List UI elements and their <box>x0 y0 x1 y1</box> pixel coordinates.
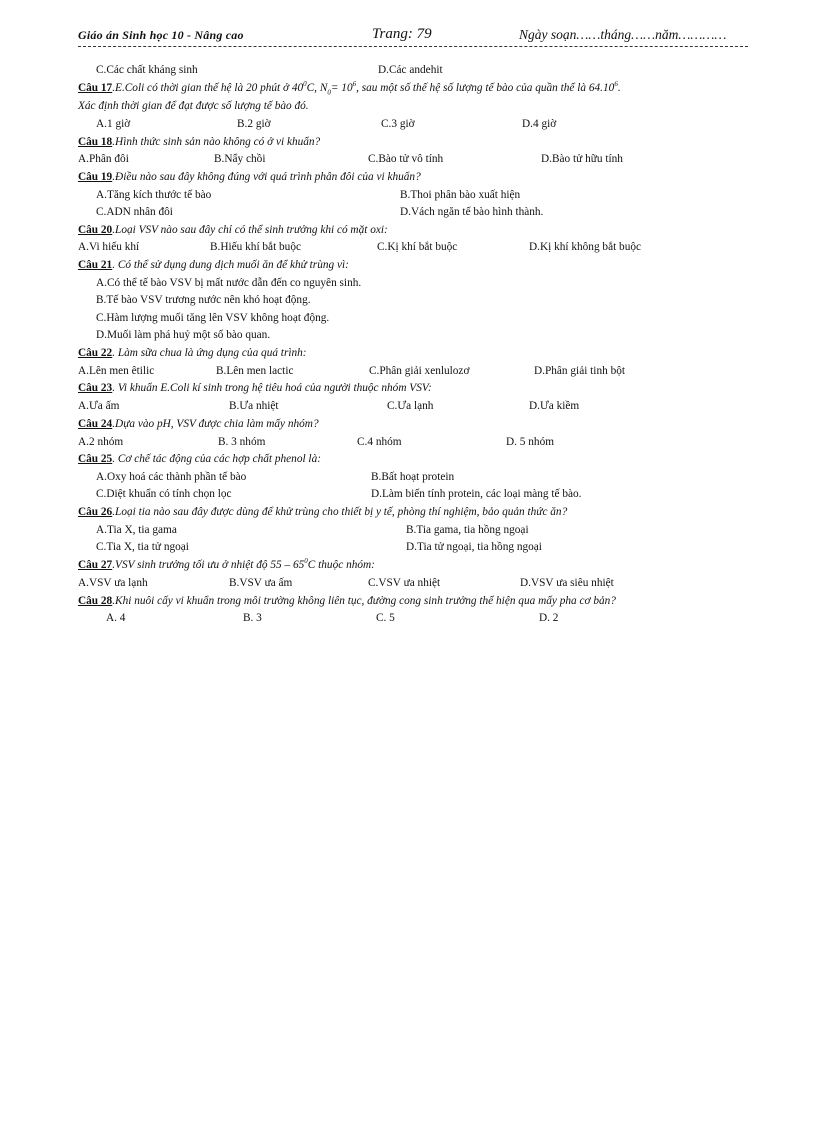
q21-label: Câu 21 <box>78 259 113 271</box>
q17-text-a: .E.Coli có thời gian thế hệ là 20 phút ở 40 <box>112 82 304 94</box>
q18-option-b: B.Nẩy chồi <box>214 153 266 165</box>
q19-question <box>78 170 421 184</box>
q17-text-c: = 10 <box>330 82 353 94</box>
header-page-number: Trang: 79 <box>372 26 432 42</box>
q18-question <box>78 135 320 149</box>
q27-option-a: A.VSV ưa lạnh <box>78 577 148 589</box>
q24-option-d: D. 5 nhóm <box>506 436 555 448</box>
header-date: Ngày soạn……tháng……năm………… <box>519 27 727 42</box>
q17-option-c: C.3 giờ <box>381 118 415 130</box>
q17-option-a: A.1 giờ <box>96 118 131 130</box>
q28-question <box>78 594 616 608</box>
q28-text: .Khi nuôi cấy vi khuẩn trong môi trường không liên tục, đường cong sinh trưởng thể hiện qua mấy pha cơ bản? <box>112 595 616 607</box>
q17-option-b: B.2 giờ <box>237 118 271 130</box>
header-divider <box>78 46 748 47</box>
q17-text-d: , sau một số thế hệ số lượng tế bào của quần thể là 64.10 <box>356 82 615 94</box>
q27-sup: 0 <box>304 557 308 566</box>
q24-text: .Dựa vào pH, VSV được chia làm mấy nhóm? <box>112 418 319 430</box>
q23-text: . Vi khuẩn E.Coli kí sinh trong hệ tiêu hoá của người thuộc nhóm VSV: <box>112 382 432 394</box>
q26-option-c: C.Tia X, tia tử ngoại <box>96 541 189 553</box>
q24-label: Câu 24 <box>78 418 113 430</box>
q21-option-a: A.Có thể tế bào VSV bị mất nước dẫn đến co nguyên sinh. <box>96 277 362 289</box>
q23-option-c: C.Ưa lạnh <box>387 400 434 412</box>
q27-option-d: D.VSV ưa siêu nhiệt <box>520 577 614 589</box>
q19-option-c: C.ADN nhân đôi <box>96 206 173 218</box>
q26-text: .Loại tia nào sau đây được dùng để khử trùng cho thiết bị y tế, phòng thí nghiệm, bảo quản thức ăn? <box>112 506 568 518</box>
q18-option-c: C.Bào tử vô tính <box>368 153 444 165</box>
q18-text: .Hình thức sinh sản nào không có ở vi khuẩn? <box>112 136 321 148</box>
q17-question <box>78 81 621 95</box>
q17-sub: 0 <box>327 88 331 97</box>
q19-option-a: A.Tăng kích thước tế bào <box>96 189 212 201</box>
q22-option-d: D.Phân giải tinh bột <box>534 365 625 377</box>
page-header <box>78 26 748 46</box>
q17-option-d: D.4 giờ <box>522 118 557 130</box>
q17-text-b: C, N <box>306 82 328 94</box>
q17-question-line2: Xác định thời gian để đạt được số lượng tế bào đó. <box>78 100 309 112</box>
q22-question <box>78 346 307 360</box>
q27-question <box>78 558 375 572</box>
q24-option-b: B. 3 nhóm <box>218 436 266 448</box>
q23-question <box>78 381 432 395</box>
q20-option-c: C.Kị khí bắt buộc <box>377 241 458 253</box>
q24-question <box>78 417 319 431</box>
q17-sup-2: 6 <box>352 80 357 89</box>
q26-option-a: A.Tia X, tia gama <box>96 524 177 536</box>
q21-option-c: C.Hàm lượng muối tăng lên VSV không hoạt động. <box>96 312 330 324</box>
q21-question <box>78 258 349 272</box>
q26-option-b: B.Tia gama, tia hồng ngoại <box>406 524 529 536</box>
q26-question <box>78 505 567 519</box>
q24-option-c: C.4 nhóm <box>357 436 402 448</box>
q21-option-d: D.Muối làm phá huỷ một số bào quan. <box>96 329 271 341</box>
q25-text: . Cơ chế tác động của các hợp chất phenol là: <box>112 453 321 465</box>
q24-option-a: A.2 nhóm <box>78 436 124 448</box>
q21-option-b: B.Tế bào VSV trương nước nên khó hoạt động. <box>96 294 311 306</box>
q25-label: Câu 25 <box>78 453 113 465</box>
q19-option-b: B.Thoi phân bào xuất hiện <box>400 189 521 201</box>
q20-option-d: D.Kị khí không bắt buộc <box>529 241 642 253</box>
q22-label: Câu 22 <box>78 347 113 359</box>
q20-option-b: B.Hiếu khí bắt buộc <box>210 241 301 253</box>
q18-option-d: D.Bào tử hữu tính <box>541 153 623 165</box>
q25-option-b: B.Bất hoạt protein <box>371 471 455 483</box>
q22-option-b: B.Lên men lactic <box>216 365 294 377</box>
q21-text: . Có thể sử dụng dung dịch muối ăn để khử trùng vì: <box>112 259 349 271</box>
q28-option-a: A. 4 <box>106 612 126 624</box>
q16-option-d: D.Các andehit <box>378 64 443 76</box>
q27-option-b: B.VSV ưa ấm <box>229 577 293 589</box>
q17-sup-1: 0 <box>303 80 307 89</box>
q25-question <box>78 452 321 466</box>
q17-label: Câu 17 <box>78 82 113 94</box>
q16-option-c: C.Các chất kháng sinh <box>96 64 198 76</box>
q28-label: Câu 28 <box>78 595 113 607</box>
q22-option-c: C.Phân giải xenlulozơ <box>369 365 470 377</box>
q23-label: Câu 23 <box>78 382 113 394</box>
q25-option-c: C.Diệt khuẩn có tính chọn lọc <box>96 488 232 500</box>
q28-option-d: D. 2 <box>539 612 559 624</box>
q20-label: Câu 20 <box>78 224 113 236</box>
header-title: Giáo án Sinh học 10 - Nâng cao <box>78 28 244 42</box>
q27-text-a: .VSV sinh trưởng tối ưu ở nhiệt độ 55 – 65 <box>112 559 305 571</box>
q20-question <box>78 223 388 237</box>
q19-text: .Điều nào sau đây không đúng với quá trình phân đôi của vi khuẩn? <box>112 171 421 183</box>
q23-option-a: A.Ưa ấm <box>78 400 120 412</box>
q19-option-d: D.Vách ngăn tế bào hình thành. <box>400 206 544 218</box>
q20-text: .Loại VSV nào sau đây chỉ có thể sinh trưởng khi có mặt oxi: <box>112 224 388 236</box>
q26-option-d: D.Tia tử ngoại, tia hồng ngoại <box>406 541 542 553</box>
q22-option-a: A.Lên men êtilic <box>78 365 155 377</box>
q17-text-e: . <box>617 82 621 94</box>
q23-option-d: D.Ưa kiềm <box>529 400 580 412</box>
q27-label: Câu 27 <box>78 559 113 571</box>
q22-text: . Làm sữa chua là ứng dụng của quá trình: <box>112 347 307 359</box>
q27-text-b: C thuộc nhóm: <box>307 559 375 571</box>
q18-option-a: A.Phân đôi <box>78 153 129 165</box>
q28-option-c: C. 5 <box>376 612 395 624</box>
q26-label: Câu 26 <box>78 506 113 518</box>
q23-option-b: B.Ưa nhiệt <box>229 400 279 412</box>
q19-label: Câu 19 <box>78 171 113 183</box>
q20-option-a: A.Vi hiếu khí <box>78 241 140 253</box>
q17-sup-3: 6 <box>614 80 618 89</box>
q25-option-a: A.Oxy hoá các thành phần tế bào <box>96 471 247 483</box>
q28-option-b: B. 3 <box>243 612 262 624</box>
q18-label: Câu 18 <box>78 136 113 148</box>
q27-option-c: C.VSV ưa nhiệt <box>368 577 441 589</box>
q25-option-d: D.Làm biến tính protein, các loại màng tế bào. <box>371 488 582 500</box>
